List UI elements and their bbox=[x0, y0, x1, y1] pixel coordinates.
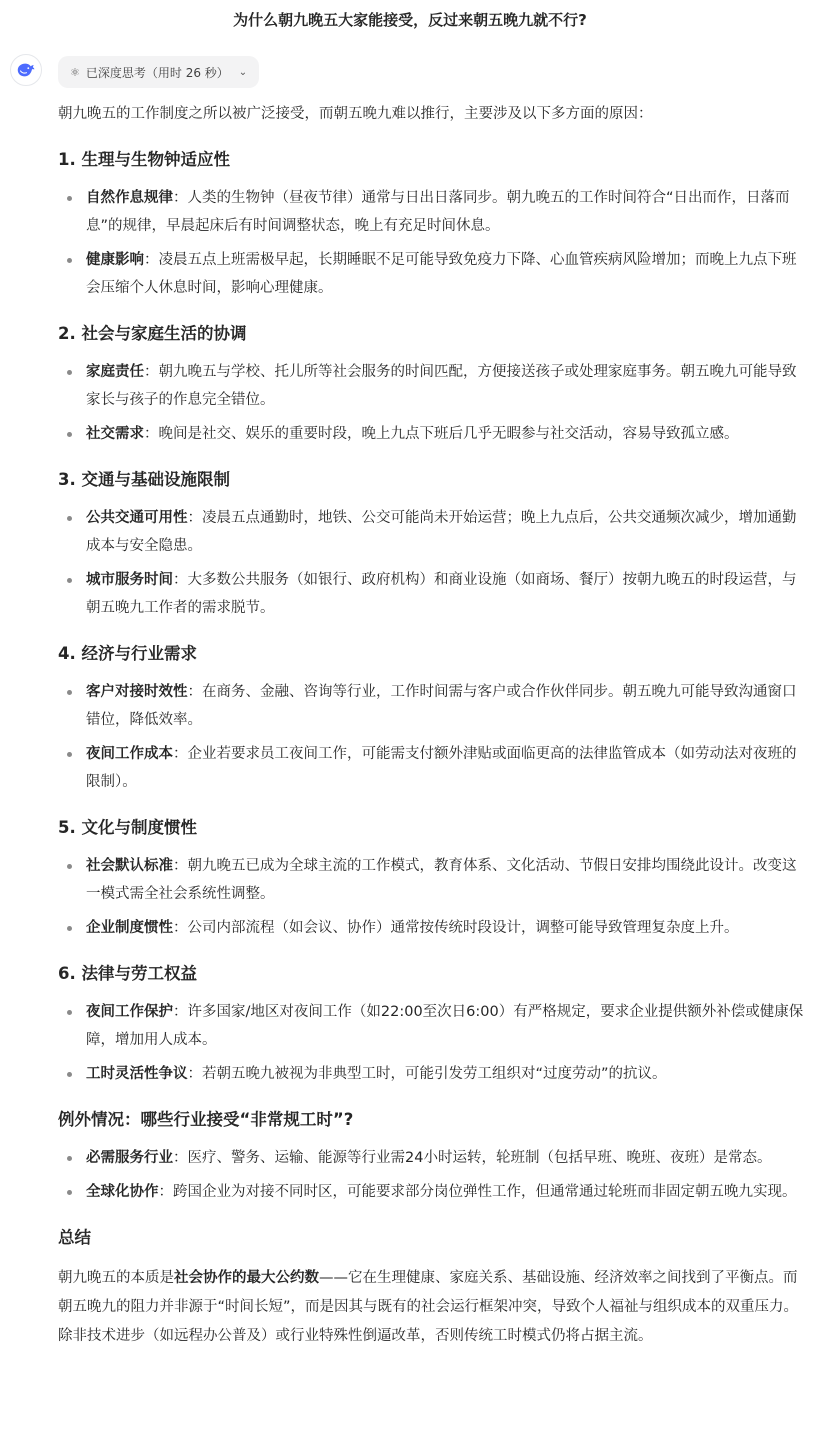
list-item bbox=[58, 184, 810, 240]
summary-section bbox=[58, 1224, 810, 1351]
list-item-term: 城市服务时间 bbox=[86, 572, 173, 588]
list-item bbox=[58, 246, 810, 302]
answer-section bbox=[58, 640, 810, 796]
list-item bbox=[58, 914, 810, 942]
list-item-term: 夜间工作成本 bbox=[86, 746, 173, 762]
answer-section bbox=[58, 466, 810, 622]
section-heading: 4. 经济与行业需求 bbox=[58, 644, 197, 663]
section-list bbox=[58, 184, 810, 302]
summary-title: 总结 bbox=[58, 1228, 91, 1247]
list-item-text: ：朝九晚五已成为全球主流的工作模式，教育体系、文化活动、节假日安排均围绕此设计。改变这一模式需全社会系统性调整。 bbox=[86, 858, 797, 902]
list-item bbox=[58, 1060, 810, 1088]
section-list bbox=[58, 678, 810, 796]
list-item-text: ：朝九晚五与学校、托儿所等社会服务的时间匹配，方便接送孩子或处理家庭事务。朝五晚九可能导致家长与孩子的作息完全错位。 bbox=[86, 364, 797, 408]
list-item-term: 社交需求 bbox=[86, 426, 144, 442]
list-item-text: ：凌晨五点上班需极早起，长期睡眠不足可能导致免疫力下降、心血管疾病风险增加；而晚上九点下班会压缩个人休息时间，影响心理健康。 bbox=[86, 252, 797, 296]
list-item-term: 客户对接时效性 bbox=[86, 684, 188, 700]
answer-content bbox=[58, 100, 810, 1351]
list-item-term: 全球化协作 bbox=[86, 1184, 159, 1200]
list-item bbox=[58, 358, 810, 414]
list-item-text: ：晚间是社交、娱乐的重要时段，晚上九点下班后几乎无暇参与社交活动，容易导致孤立感。 bbox=[144, 426, 739, 442]
list-item bbox=[58, 504, 810, 560]
list-item-text: ：医疗、警务、运输、能源等行业需24小时运转，轮班制（包括早班、晚班、夜班）是常态。 bbox=[173, 1150, 772, 1166]
question-title: 为什么朝九晚五大家能接受，反过来朝五晚九就不行? bbox=[233, 11, 587, 29]
list-item-term: 社会默认标准 bbox=[86, 858, 173, 874]
section-heading: 例外情况：哪些行业接受“非常规工时”? bbox=[58, 1110, 354, 1129]
list-item-term: 必需服务行业 bbox=[86, 1150, 173, 1166]
section-list bbox=[58, 998, 810, 1088]
section-heading: 6. 法律与劳工权益 bbox=[58, 964, 197, 983]
list-item bbox=[58, 1144, 810, 1172]
answer-section bbox=[58, 146, 810, 302]
sparkle-icon: ⚛ bbox=[70, 65, 80, 79]
list-item-term: 夜间工作保护 bbox=[86, 1004, 173, 1020]
answer-section bbox=[58, 1106, 810, 1206]
list-item bbox=[58, 420, 810, 448]
list-item bbox=[58, 1178, 810, 1206]
list-item-text: ：大多数公共服务（如银行、政府机构）和商业设施（如商场、餐厅）按朝九晚五的时段运营，与朝五晚九工作者的需求脱节。 bbox=[86, 572, 797, 616]
list-item-term: 自然作息规律 bbox=[86, 190, 173, 206]
list-item-text: ：在商务、金融、咨询等行业，工作时间需与客户或合作伙伴同步。朝五晚九可能导致沟通窗口错位，降低效率。 bbox=[86, 684, 797, 728]
section-list bbox=[58, 1144, 810, 1206]
answer-section bbox=[58, 960, 810, 1088]
answer-sections bbox=[58, 146, 810, 1206]
section-heading: 2. 社会与家庭生活的协调 bbox=[58, 324, 247, 343]
list-item-text: ：公司内部流程（如会议、协作）通常按传统时段设计，调整可能导致管理复杂度上升。 bbox=[173, 920, 739, 936]
answer-intro: 朝九晚五的工作制度之所以被广泛接受，而朝五晚九难以推行，主要涉及以下多方面的原因： bbox=[58, 106, 653, 122]
list-item-term: 健康影响 bbox=[86, 252, 144, 268]
list-item-text: ：凌晨五点通勤时，地铁、公交可能尚未开始运营；晚上九点后，公共交通频次减少，增加通勤成本与安全隐患。 bbox=[86, 510, 797, 554]
answer-section bbox=[58, 814, 810, 942]
chevron-down-icon: ⌄ bbox=[238, 66, 248, 78]
deep-thinking-toggle[interactable] bbox=[58, 56, 259, 88]
section-heading: 5. 文化与制度惯性 bbox=[58, 818, 197, 837]
answer-section bbox=[58, 320, 810, 448]
section-list bbox=[58, 358, 810, 448]
summary-text bbox=[58, 1264, 810, 1351]
whale-logo-icon bbox=[15, 59, 37, 81]
section-heading: 3. 交通与基础设施限制 bbox=[58, 470, 230, 489]
section-list bbox=[58, 504, 810, 622]
list-item bbox=[58, 566, 810, 622]
list-item bbox=[58, 678, 810, 734]
list-item bbox=[58, 998, 810, 1054]
assistant-avatar bbox=[10, 54, 42, 86]
section-heading: 1. 生理与生物钟适应性 bbox=[58, 150, 230, 169]
list-item bbox=[58, 740, 810, 796]
deep-thinking-label: 已深度思考（用时 26 秒） bbox=[85, 65, 229, 80]
list-item-text: ：人类的生物钟（昼夜节律）通常与日出日落同步。朝九晚五的工作时间符合“日出而作，日落而息”的规律，早晨起床后有时间调整状态，晚上有充足时间休息。 bbox=[86, 190, 790, 234]
list-item-term: 工时灵活性争议 bbox=[86, 1066, 188, 1082]
list-item-text: ：企业若要求员工夜间工作，可能需支付额外津贴或面临更高的法律监管成本（如劳动法对夜班的限制）。 bbox=[86, 746, 797, 790]
list-item-term: 家庭责任 bbox=[86, 364, 144, 380]
list-item-text: ：跨国企业为对接不同时区，可能要求部分岗位弹性工作，但通常通过轮班而非固定朝五晚九实现。 bbox=[158, 1184, 797, 1200]
list-item bbox=[58, 852, 810, 908]
list-item-term: 公共交通可用性 bbox=[86, 510, 188, 526]
section-list bbox=[58, 852, 810, 942]
summary-text-start: 朝九晚五的本质是 bbox=[58, 1270, 174, 1286]
summary-text-end: ——它在生理健康、家庭关系、基础设施、经济效率之间找到了平衡点。而朝五晚九的阻力并非源于“时间长短”，而是因其与既有的社会运行框架冲突，导致个人福祉与组织成本的双重压力。除非技术进步（如远程办公普及）或行业特殊性倒逼改革，否则传统工时模式仍将占据主流。 bbox=[58, 1270, 799, 1344]
list-item-text: ：若朝五晚九被视为非典型工时，可能引发劳工组织对“过度劳动”的抗议。 bbox=[187, 1066, 667, 1082]
summary-bold: 社会协作的最大公约数 bbox=[174, 1270, 319, 1286]
list-item-term: 企业制度惯性 bbox=[86, 920, 173, 936]
list-item-text: ：许多国家/地区对夜间工作（如22:00至次日6:00）有严格规定，要求企业提供额外补偿或健康保障，增加用人成本。 bbox=[86, 1004, 804, 1048]
